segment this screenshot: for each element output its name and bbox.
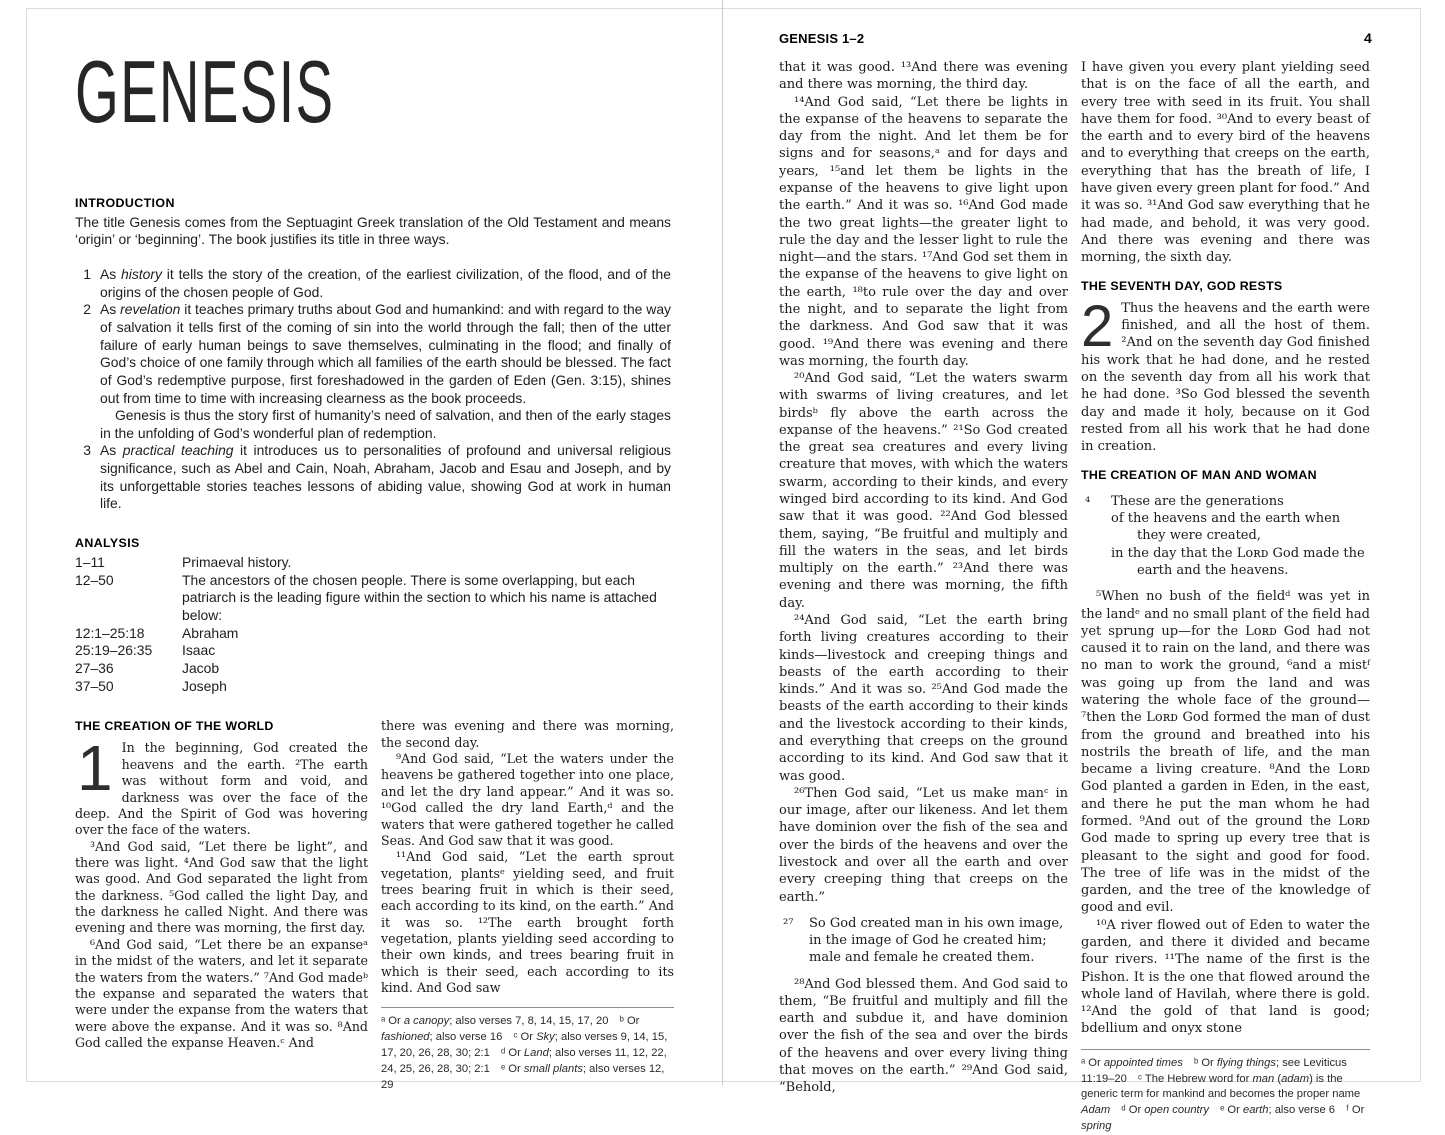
- scripture-paragraph: there was evening and there was morning, the second day.: [381, 718, 674, 750]
- analysis-desc: Jacob: [182, 660, 220, 677]
- analysis-row: [75, 660, 671, 678]
- section-heading: THE CREATION OF MAN AND WOMAN: [1081, 468, 1317, 483]
- verse-number: ²⁷: [783, 916, 794, 932]
- item-text: As practical teaching it introduces us to personalities of profound and universal religious significance, such as Abel and Cain, Noah, Abraham, Jacob and Esau and Joseph, and by its unforgettable stories teaches lessons of abiding value, showing God at work in human life.: [100, 442, 671, 512]
- analysis-row: [75, 678, 671, 696]
- scripture-paragraph: that it was good. ¹³And there was evening and there was morning, the third day.: [779, 60, 1068, 93]
- analysis-desc: The ancestors of the chosen people. There is some overlapping, but each patriarch is the leading figure within the section to which his name is attached below:: [182, 571, 657, 624]
- running-head: GENESIS 1–2: [779, 31, 865, 46]
- scripture-paragraph: ⁶And God said, “Let there be an expanseᵃ in the midst of the waters, and let it separate the waters from the waters.” ⁷And God madeᵇ the expanse and separated the waters that were under the expanse from the waters that were above the expanse. And it was so. ⁸And God called the expanse Heaven.ᶜ And: [75, 936, 368, 1050]
- intro-list-item: [75, 442, 671, 513]
- analysis-desc: Isaac: [182, 642, 216, 659]
- analysis-desc: Primaeval history.: [182, 554, 292, 571]
- scripture-paragraph: ¹⁴And God said, “Let there be lights in the expanse of the heavens to separate the day from the night. And let them be for signs and for seasons,ᵃ and for days and years, ¹⁵and let them be lights in the expanse of the heavens to give light upon the earth.” And it was so. ¹⁶And God made the two great lights—the greater light to rule the day and the lesser light to rule the night—and the stars. ¹⁷And God set them in the expanse of the heavens to give light on the earth, ¹⁸to rule over the day and over the night, and to separate the light from the darkness. And God saw that it was good. ¹⁹And there was evening and there was morning, the fourth day.: [779, 94, 1068, 369]
- analysis-desc: Joseph: [182, 677, 227, 694]
- analysis-row: [75, 642, 671, 660]
- poetry-block: [779, 915, 1068, 967]
- scripture-column-2: [381, 718, 674, 1094]
- analysis-row: [75, 572, 671, 625]
- scripture-columns: [75, 718, 674, 1094]
- poetry-line: in the day that the Lᴏʀᴅ God made the earth and the heavens.: [1111, 545, 1365, 579]
- analysis-range: 37–50: [75, 677, 114, 694]
- scripture-column-1: [75, 718, 368, 1094]
- scripture-paragraph: [75, 732, 368, 838]
- page-number: 4: [1364, 30, 1372, 46]
- analysis-desc: Abraham: [182, 624, 239, 641]
- verse-number: ⁴: [1085, 494, 1091, 510]
- intro-paragraph: The title Genesis comes from the Septuagint Greek translation of the Old Testament and means ‘origin’ or ‘beginning’. The book justifies its title in three ways.: [75, 213, 671, 248]
- poetry-line: of the heavens and the earth when they were created,: [1111, 511, 1341, 544]
- scripture-paragraph: ²⁶Then God said, “Let us make manᶜ in our image, after our likeness. And let them have dominion over the fish of the sea and over the birds of the heavens and over the livestock and over all the earth and over every creeping thing that creeps on the earth.”: [779, 785, 1068, 905]
- analysis-range: 12:1–25:18: [75, 624, 145, 641]
- page-left: [75, 42, 674, 1092]
- intro-list-item: [75, 266, 671, 301]
- scripture-paragraph: ¹¹And God said, “Let the earth sprout vegetation, plantsᵉ yielding seed, and fruit trees bearing fruit in which is their seed, each according to its kind, on the earth.” And it was so. ¹²The earth brought forth vegetation, plants yielding seed according to their own kinds, and trees bearing fruit in which is their seed, each according to its kind. And God saw: [381, 849, 674, 996]
- item-number: 2: [83, 301, 91, 318]
- scripture-column-1: [779, 59, 1068, 1135]
- verse-text: In the beginning, God created the heavens and the earth. ²The earth was without form and void, and darkness was over the face of the deep. And the Spirit of God was hovering over the face of the waters.: [75, 740, 368, 838]
- analysis-heading: ANALYSIS: [75, 536, 140, 551]
- analysis-section: [75, 536, 671, 695]
- scripture-paragraph: ⁹And God said, “Let the waters under the heavens be gathered together into one place, and let the dry land appear.” And it was so. ¹⁰God called the dry land Earth,ᵈ and the waters that were gathered together he called Seas. And God saw that it was good.: [381, 751, 674, 848]
- chapter-drop-cap: 1: [77, 732, 113, 805]
- section-heading: THE SEVENTH DAY, GOD RESTS: [1081, 279, 1283, 294]
- item-text-continued: Genesis is thus the story first of humanity’s need of salvation, and then of the early stages in the unfolding of God’s wonderful plan of redemption.: [100, 407, 671, 441]
- poetry-block: [1081, 493, 1370, 579]
- scripture-paragraph: ³And God said, “Let there be light”, and there was light. ⁴And God saw that the light was good. And God separated the light from the darkness. ⁵God called the light Day, and the darkness he called Night. And there was evening and there was morning, the first day.: [75, 838, 368, 936]
- verse-text: Thus the heavens and the earth were finished, and all the host of them. ²And on the seventh day God finished his work that he had done, and he rested on the seventh day from all his work that he had done. ³So God blessed the seventh day and made it holy, because on it God rested from all his work that he had done in creation.: [1081, 300, 1370, 455]
- poetry-line: So God created man in his own image,: [809, 915, 1064, 931]
- analysis-range: 27–36: [75, 660, 114, 677]
- analysis-range: 1–11: [75, 554, 105, 571]
- scripture-paragraph: ⁵When no bush of the fieldᵈ was yet in the landᵉ and no small plant of the field had yet sprung up—for the Lᴏʀᴅ God had not caused it to rain on the land, and there was no man to work the ground, ⁶and a mistᶠ was going up from the land and was watering the whole face of the ground— ⁷then the Lᴏʀᴅ God formed the man of dust from the ground and breathed into his nostrils the breath of life, and the man became a living creature. ⁸And the Lᴏʀᴅ God planted a garden in Eden, in the east, and there he put the man whom he had formed. ⁹And out of the ground the Lᴏʀᴅ God made to spring up every tree that is pleasant to the sight and good for food. The tree of life was in the midst of the garden, and the tree of the knowledge of good and evil.: [1081, 589, 1370, 916]
- chapter-drop-cap: 2: [1081, 293, 1114, 359]
- intro-list: [75, 266, 671, 513]
- page-right: [779, 30, 1372, 1133]
- analysis-row: [75, 625, 671, 643]
- analysis-range: 12–50: [75, 571, 114, 588]
- section-heading: THE CREATION OF THE WORLD: [75, 719, 274, 734]
- item-number: 1: [83, 265, 91, 282]
- scripture-paragraph: [1081, 293, 1370, 456]
- scripture-columns: [779, 59, 1372, 1135]
- scripture-paragraph: ¹⁰A river flowed out of Eden to water the garden, and there it divided and became four rivers. ¹¹The name of the first is the Pishon. It is the one that flowed around the whole land of Havilah, where there is gold. ¹²And the gold of that land is good; bdellium and onyx stone: [1081, 917, 1370, 1037]
- footnotes-block: ᵃ Or appointed times ᵇ Or flying things; see Leviticus 11:19–20 ᶜ The Hebrew word for man (adam) is the generic term for mankind and becomes the proper name Adam ᵈ Or open country ᵉ Or earth; also verse 6 ᶠ Or spring: [1081, 1049, 1370, 1135]
- scripture-column-2: [1081, 59, 1370, 1135]
- item-text: As revelation it teaches primary truths about God and humankind: and with regard to the way of salvation it tells first of the coming of sin into the world through the fall; then of the utter failure of early human beings to save themselves, culminating in the flood; and finally of God’s choice of one family through which all families of the earth should be blessed. The fact of God’s redemptive purpose, first foreshadowed in the garden of Eden (Gen. 3:15), shines out from time to time with increasing clearness as the book proceeds.: [100, 301, 671, 406]
- item-number: 3: [83, 442, 91, 459]
- intro-list-item: [75, 301, 671, 442]
- page-divider: [722, 0, 723, 1085]
- poetry-line: male and female he created them.: [809, 950, 1035, 966]
- footnotes-block: ᵃ Or a canopy; also verses 7, 8, 14, 15, 17, 20 ᵇ Or fashioned; also verse 16 ᶜ Or Sky; also verses 9, 14, 15, 17, 20, 26, 28, 30; 2:1 ᵈ Or Land; also verses 11, 12, 22, 24, 25, 26, 28, 30; 2:1 ᵉ Or small plants; also verses 12, 29: [381, 1007, 674, 1094]
- analysis-row: [75, 554, 671, 572]
- scripture-paragraph: ²⁴And God said, “Let the earth bring forth living creatures according to their kinds—livestock and creeping things and beasts of the earth according to their kinds.” And it was so. ²⁵And God made the beasts of the earth according to their kinds and the livestock according to their kinds, and everything that creeps on the ground according to its kind. And God saw that it was good.: [779, 613, 1068, 784]
- introduction-section: [75, 196, 671, 514]
- poetry-line: in the image of God he created him;: [809, 933, 1047, 949]
- intro-heading: INTRODUCTION: [75, 195, 175, 210]
- running-header: [779, 30, 1372, 46]
- book-title: GENESIS: [75, 42, 335, 141]
- scripture-paragraph: I have given you every plant yielding seed that is on the face of all the earth, and every tree with seed in its fruit. You shall have them for food. ³⁰And to every beast of the earth and to every bird of the heavens and to everything that creeps on the earth, everything that has the breath of life, I have given every green plant for food.” And it was so. ³¹And God saw everything that he had made, and behold, it was very good. And there was evening and there was morning, the sixth day.: [1081, 60, 1370, 266]
- scripture-paragraph: ²⁰And God said, “Let the waters swarm with swarms of living creatures, and let birdsᵇ fly above the earth across the expanse of the heavens.” ²¹So God created the great sea creatures and every living creature that moves, with which the waters swarm, according to their kinds, and every winged bird according to its kind. And God saw that it was good. ²²And God blessed them, saying, “Be fruitful and multiply and fill the waters in the seas, and let birds multiply on the earth.” ²³And there was evening and there was morning, the fifth day.: [779, 371, 1068, 611]
- item-text: As history it tells the story of the creation, of the earliest civilization, of the flood, and of the origins of the chosen people of God.: [100, 265, 671, 300]
- analysis-range: 25:19–26:35: [75, 642, 153, 659]
- scripture-paragraph: ²⁸And God blessed them. And God said to them, “Be fruitful and multiply and fill the earth and subdue it, and have dominion over the fish of the sea and over the birds of the heavens and over every living thing that moves on the earth.” ²⁹And God said, “Behold,: [779, 976, 1068, 1096]
- poetry-line: These are the generations: [1111, 493, 1284, 509]
